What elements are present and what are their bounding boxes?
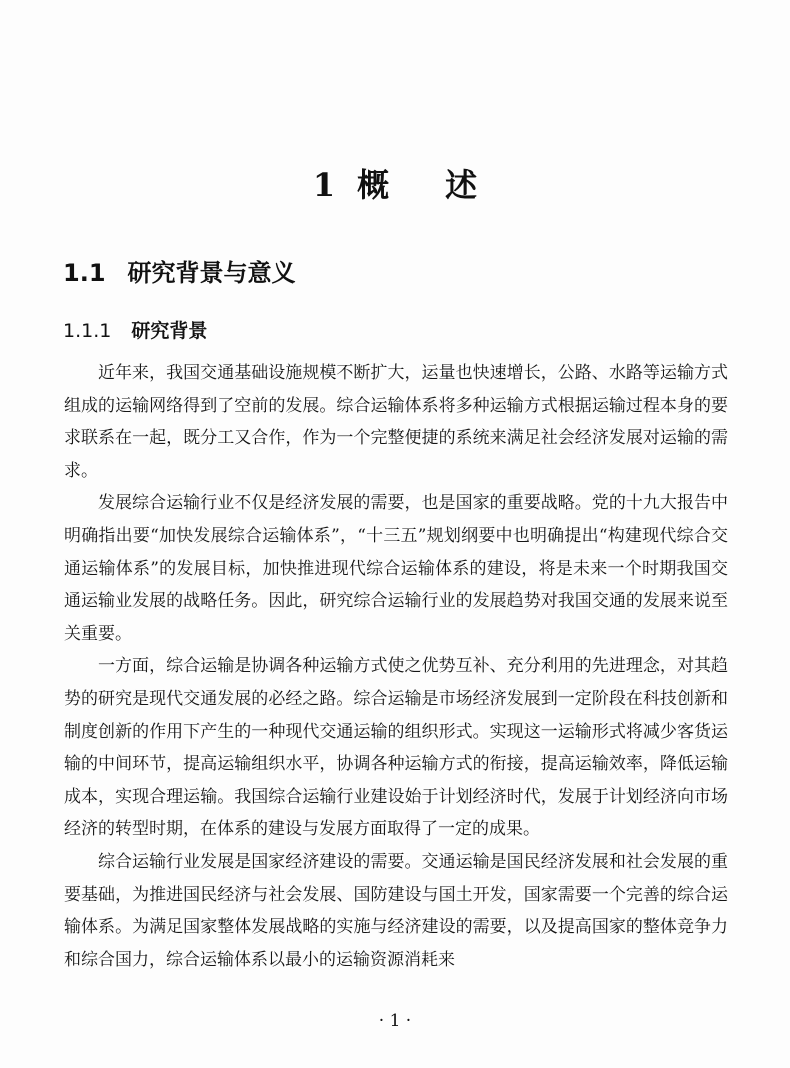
paragraph: 综合运输行业发展是国家经济建设的需要。交通运输是国民经济发展和社会发展的重要基础，为推进国民经济与社会发展、国防建设与国土开发，国家需要一个完善的综合运输体系。为满足国家整体发展战略的实施与经济建设的需要，以及提高国家的整体竞争力和综合国力，综合运输体系以最小的运输资源消耗来 [64,851,728,970]
section-number: 1.1 [63,259,106,287]
section-title: 研究背景与意义 [127,259,296,287]
paragraph: 一方面，综合运输是协调各种运输方式使之优势互补、充分利用的先进理念，对其趋势的研究是现代交通发展的必经之路。综合运输是市场经济发展到一定阶段在科技创新和制度创新的作用下产生的一种现代交通运输的组织形式。实现这一运输形式将减少客货运输的中间环节，提高运输组织水平，协调各种运输方式的衔接，提高运输效率，降低运输成本，实现合理运输。我国综合运输行业建设始于计划经济时代，发展于计划经济向市场经济的转型时期，在体系的建设与发展方面取得了一定的成果。 [64,656,728,840]
page-number: · 1 · [378,1011,412,1031]
chapter-title-char-2: 述 [445,166,478,204]
chapter-title-char-1: 概 [357,166,390,204]
body-text [64,357,728,976]
paragraph: 发展综合运输行业不仅是经济发展的需要，也是国家的重要战略。党的十九大报告中明确指出要“加快发展综合运输体系”，“十三五”规划纲要中也明确提出“构建现代综合交通运输体系”的发展目标，加快推进现代综合运输体系的建设，将是未来一个时期我国交通运输业发展的战略任务。因此，研究综合运输行业的发展趋势对我国交通的发展来说至关重要。 [64,493,728,644]
subsection-heading [63,316,207,343]
subsection-title: 研究背景 [131,320,208,342]
chapter-title [0,160,790,206]
section-heading [63,253,296,288]
paragraph: 近年来，我国交通基础设施规模不断扩大，运量也快速增长，公路、水路等运输方式组成的运输网络得到了空前的发展。综合运输体系将多种运输方式根据运输过程本身的要求联系在一起，既分工又合作，作为一个完整便捷的系统来满足社会经济发展对运输的需求。 [64,363,728,481]
subsection-number: 1.1.1 [63,320,112,342]
chapter-number: 1 [312,166,336,204]
